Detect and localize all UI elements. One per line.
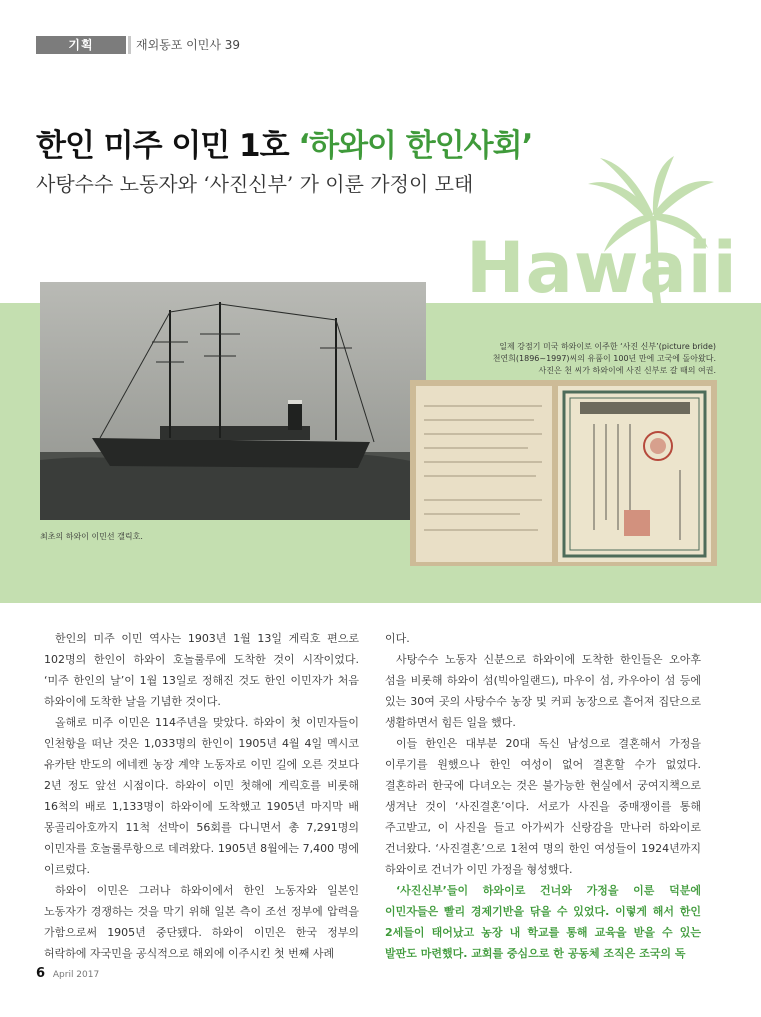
- body-paragraph: 한인의 미주 이민 역사는 1903년 1월 13일 게릭호 편으로 102명의 한인이 하와이 호놀룰루에 도착한 것이 시작이었다. ‘미주 한인의 날’이 1월 13일로 정해진 것도 한인 이민자가 처음 하와이에 도착한 날을 기념한 것이다.: [44, 632, 359, 708]
- ship-photo: [40, 282, 426, 520]
- caption-line: 사진은 천 씨가 하와이에 사진 신부로 갈 때의 여권.: [538, 366, 716, 375]
- headline-accent: ‘하와이 한인사회’: [298, 128, 533, 164]
- section-tag: 기획: [36, 36, 126, 54]
- body-paragraph: 사탕수수 노동자 신분으로 하와이에 도착한 한인들은 오아후 섬을 비롯해 하와이 섬(빅아일랜드), 마우이 섬, 카우아이 섬 등에 있는 30여 곳의 사탕수수 농장 및 커피 농장으로 흩어져 집단으로 생활하면서 힘든 일을 했다.: [385, 653, 701, 729]
- series-title: 재외동포 이민사 39: [136, 38, 241, 52]
- body-paragraph: 이들 한인은 대부분 20대 독신 남성으로 결혼해서 가정을 이루기를 원했으나 한인 여성이 없어 결혼할 수가 없었다. 결혼하러 한국에 다녀오는 것은 불가능한 현실에서 궁여지책으로 생겨난 것이 ‘사진결혼’이다. 서로가 사진을 중매쟁이를 통해 주고받고, 이 사진을 들고 아가씨가 신랑감을 만나러 하와이로 건너왔다. ‘사진결혼’으로 1천여 명의 한인 여성들이 1924년까지 하와이로 건너가 이민 가정을 형성했다.: [385, 737, 701, 876]
- article-body-left-column: [44, 628, 359, 964]
- header-divider: [128, 36, 131, 54]
- passport-photo: [410, 380, 717, 566]
- issue-date: April 2017: [52, 970, 100, 980]
- passport-photo-caption: [434, 341, 716, 377]
- article-subheadline: 사탕수수 노동자와 ‘사진신부’ 가 이룬 가정이 모태: [36, 172, 474, 196]
- ship-photo-caption: 최초의 하와이 이민선 갤릭호.: [40, 532, 143, 541]
- hawaii-decorative-word: Hawaii: [466, 227, 738, 309]
- article-body-right-column: [385, 628, 701, 964]
- body-paragraph: 하와이 이민은 그러나 하와이에서 한인 노동자와 일본인 노동자가 경쟁하는 것을 막기 위해 일본 측이 조선 정부에 압력을 가함으로써 1905년 중단됐다. 하와이 이민은 한국 정부의 허락하에 자국민을 공식적으로 해외에 이주시킨 첫 번째 사례: [44, 884, 359, 960]
- headline-lead: 한인 미주 이민 1호: [36, 128, 299, 164]
- page-footer: [36, 966, 99, 981]
- page-number: 6: [36, 966, 46, 981]
- body-paragraph: 올해로 미주 이민은 114주년을 맞았다. 하와이 첫 이민자들이 인천항을 떠난 것은 1,033명의 한인이 1905년 4월 4일 멕시코 유카탄 반도의 에네켄 농장 계약 노동자로 이민 길에 오른 것보다 2년 정도 앞선 시점이다. 하와이 이민 첫해에 게릭호를 비롯해 16척의 배로 1,133명이 하와이에 도착했고 1905년 마지막 배 몽골리아호까지 11척 선박이 56회를 다니면서 총 7,291명의 이민자를 호놀룰루항으로 데려왔다. 1905년 8월에는 7,400 명에 이르렀다.: [44, 716, 359, 876]
- highlighted-paragraph: ‘사진신부’들이 하와이로 건너와 가정을 이룬 덕분에 이민자들은 빨리 경제기반을 닦을 수 있었다. 이렇게 해서 한인 2세들이 태어났고 농장 내 학교를 통해 교육을 받을 수 있는 발판도 마련했다. 교회를 중심으로 한 공동체 조직은 조국의 독: [385, 884, 701, 960]
- caption-line: 천연희(1896~1997)씨의 유품이 100년 만에 고국에 돌아왔다.: [492, 354, 716, 363]
- article-headline: [36, 120, 532, 165]
- caption-line: 일제 강점기 미국 하와이로 이주한 ‘사진 신부’(picture bride): [499, 342, 716, 351]
- body-paragraph-continuation: 이다.: [385, 632, 410, 645]
